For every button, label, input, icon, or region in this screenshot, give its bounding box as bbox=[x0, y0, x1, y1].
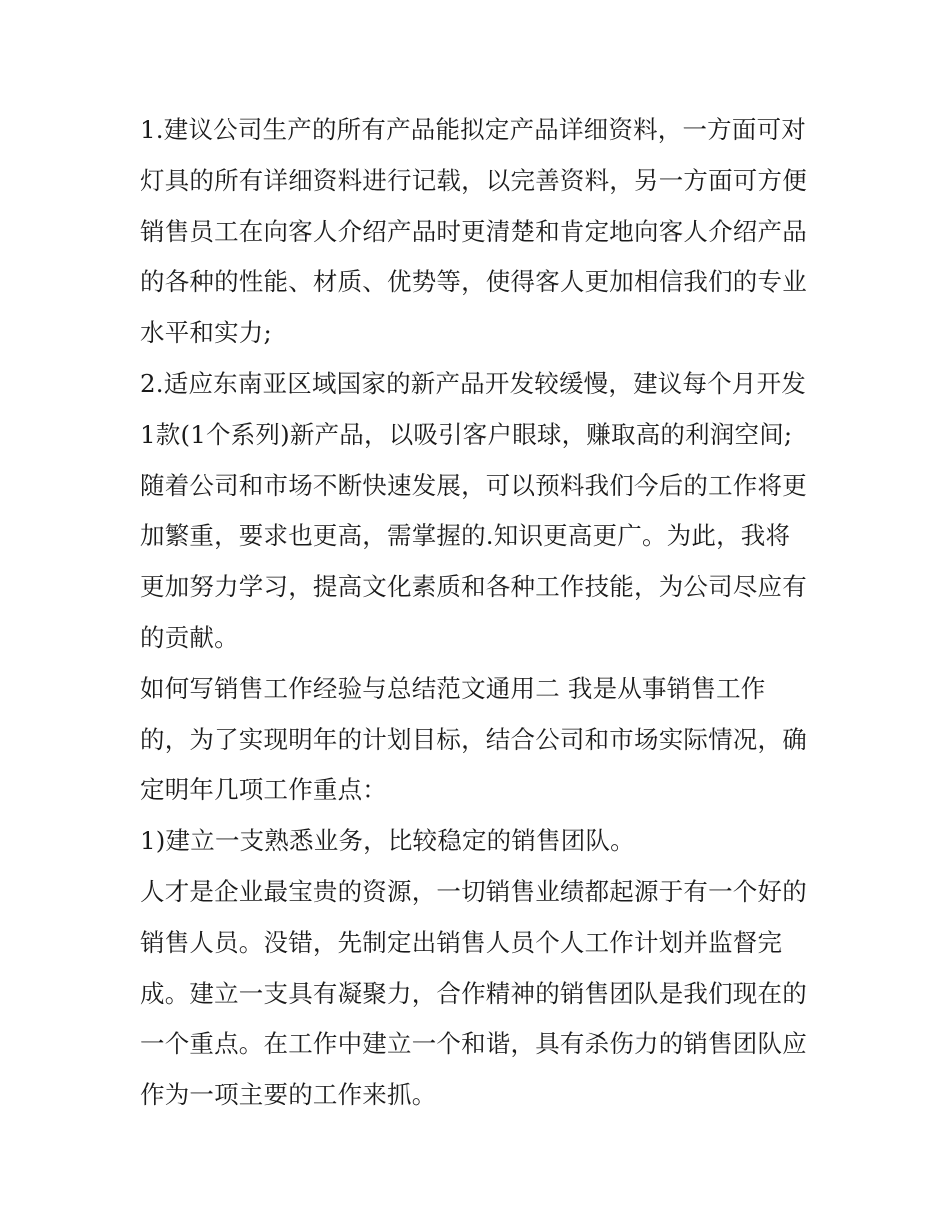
text-line: 1.建议公司生产的所有产品能拟定产品详细资料，一方面可对 bbox=[140, 115, 806, 144]
text-line: 销售员工在向客人介绍产品时更清楚和肯定地向客人介绍产品 bbox=[140, 216, 807, 246]
document-body bbox=[140, 105, 820, 1121]
text-line: 1)建立一支熟悉业务，比较稳定的销售团队。 bbox=[140, 826, 635, 856]
text-line: 销售人员。没错，先制定出销售人员个人工作计划并监督完 bbox=[140, 927, 783, 957]
text-line: 的各种的性能、材质、优势等，使得客人更加相信我们的专业 bbox=[140, 267, 807, 297]
text-line: 如何写销售工作经验与总结范文通用二 我是从事销售工作 bbox=[140, 673, 766, 703]
text-line: 一个重点。在工作中建立一个和谐，具有杀伤力的销售团队应 bbox=[140, 1029, 807, 1059]
text-line: 2.适应东南亚区域国家的新产品开发较缓慢，建议每个月开发 bbox=[140, 368, 806, 398]
text-line: 1款(1个系列)新产品，以吸引客户眼球，赚取高的利润空间; bbox=[140, 419, 793, 449]
text-line: 作为一项主要的工作来抓。 bbox=[140, 1080, 437, 1110]
text-line: 人才是企业最宝贵的资源，一切销售业绩都起源于有一个好的 bbox=[140, 876, 807, 906]
text-line: 成。建立一支具有凝聚力，合作精神的销售团队是我们现在的 bbox=[140, 978, 807, 1008]
text-line: 加繁重，要求也更高，需掌握的.知识更高更广。为此，我将 bbox=[140, 521, 791, 551]
text-line: 的，为了实现明年的计划目标，结合公司和市场实际情况，确 bbox=[140, 724, 807, 754]
text-line: 灯具的所有详细资料进行记载，以完善资料，另一方面可方便 bbox=[140, 165, 807, 195]
text-line: 水平和实力; bbox=[140, 318, 272, 348]
text-line: 更加努力学习，提高文化素质和各种工作技能，为公司尽应有 bbox=[140, 572, 807, 602]
text-line: 随着公司和市场不断快速发展，可以预料我们今后的工作将更 bbox=[140, 470, 807, 500]
text-line: 的贡献。 bbox=[140, 622, 239, 652]
text-line: 定明年几项工作重点： bbox=[140, 775, 387, 805]
